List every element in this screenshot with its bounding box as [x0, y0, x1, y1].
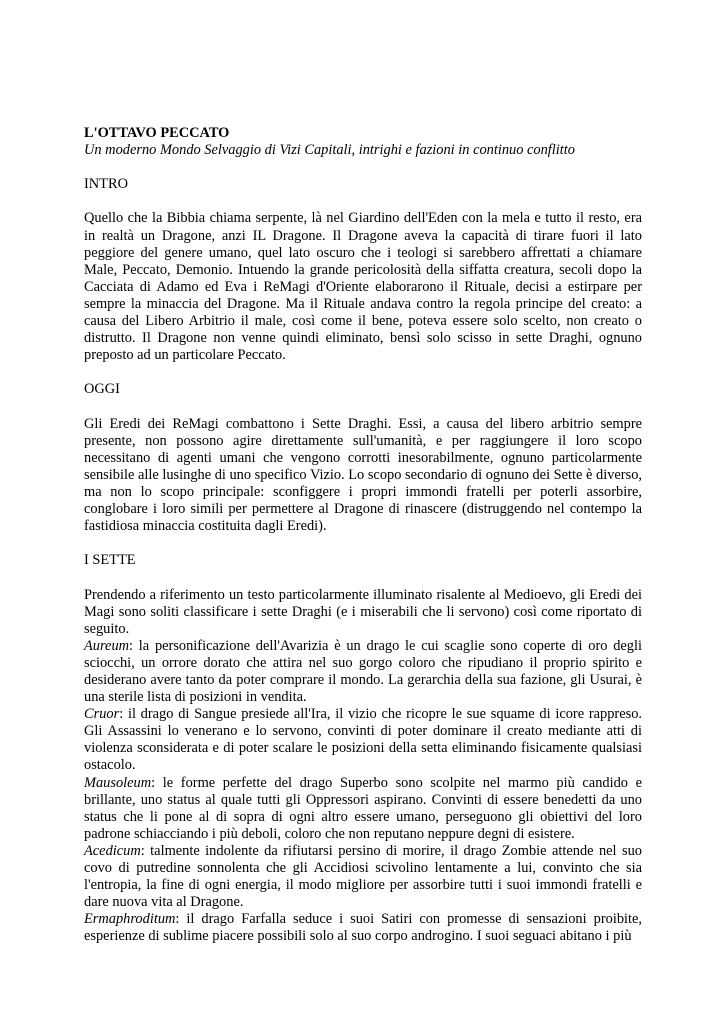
spacer — [84, 193, 642, 210]
dragon-name: Aureum — [84, 637, 130, 654]
spacer — [84, 535, 642, 552]
section-heading-sette: I SETTE — [84, 552, 136, 569]
dragon-description: : il drago Farfalla seduce i suoi Satiri con promesse di sensazioni proibite, esperienze di sublime piacere possibili solo al suo corpo androgino. I suoi seguaci abitano i più — [84, 911, 642, 945]
dragon-description: : la personificazione dell'Avarizia è un drago le cui scaglie sono coperte di oro degli sciocchi, un orrore dorato che attira nel suo gorgo coloro che ripudiano il proprio spirito e desiderano avere tanto da poter comprare il mondo. La gerarchia della sua fazione, gli Usurai, è una sterile lista di posizioni in vendita. — [84, 637, 642, 706]
dragon-description: : il drago di Sangue presiede all'Ira, il vizio che ricopre le sue squame di icore rappreso. Gli Assassini lo venerano e lo servono, convinti di poter dominare il creato mediante atti di violenza sconsiderata e di poter scalare le posizioni della setta eliminando fisicamente qualsiasi ostacolo. — [84, 706, 642, 774]
dragon-entry-mausoleum — [84, 775, 642, 843]
intro-paragraph: Quello che la Bibbia chiama serpente, là nel Giardino dell'Eden con la mela e tutto il resto, era in realtà un Dragone, anzi IL Dragone. Il Dragone aveva la capacità di tirare fuori il lato peggiore del genere umano, quel lato oscuro che i teologi si sarebbero affrettati a chiamare Male, Peccato, Demonio. Intuendo la grande pericolosità della siffatta creatura, secoli dopo la Cacciata di Adamo ed Eva i ReMagi d'Oriente elaborarono il Rituale, decisi a estirpare per sempre la minaccia del Dragone. Ma il Rituale andava contro la regola principe del creato: a causa del Libero Arbitrio il male, così come il bene, poteva essere solo scelto, non creato o distrutto. Il Dragone non venne quindi eliminato, bensì solo scisso in sette Draghi, ognuno preposto ad un particolare Peccato. — [84, 210, 642, 364]
dragon-name: Cruor — [84, 706, 120, 723]
dragon-entry-aureum — [84, 638, 642, 706]
dragon-entry-cruor — [84, 706, 642, 774]
document-title: L'OTTAVO PECCATO — [84, 125, 230, 141]
sette-intro-paragraph: Prendendo a riferimento un testo particolarmente illuminato risalente al Medioevo, gli Eredi dei Magi sono soliti classificare i sette Draghi (e i miserabili che li servono) così come riportato di seguito. — [84, 586, 642, 637]
dragon-name: Ermaphroditum — [84, 911, 176, 928]
spacer — [84, 364, 642, 381]
dragon-entry-acedicum — [84, 843, 642, 911]
dragon-name: Mausoleum — [84, 774, 152, 791]
oggi-paragraph: Gli Eredi dei ReMagi combattono i Sette Draghi. Essi, a causa del libero arbitrio sempre presente, non possono agire direttamente sull'umanità, e per raggiungere il loro scopo necessitano di agenti umani che vengono corrotti inesorabilmente, ognuno particolarmente sensibile alle lusinghe di uno specifico Vizio. Lo scopo secondario di ognuno dei Sette è diverso, ma non lo scopo principale: sconfiggere i propri immondi fratelli per poterli assorbire, conglobare i loro simili per permettere al Dragone di rinascere (distruggendo nel contempo la fastidiosa minaccia costituita dagli Eredi). — [84, 415, 642, 535]
spacer — [84, 569, 642, 586]
dragon-name: Acedicum — [84, 842, 141, 859]
section-heading-oggi: OGGI — [84, 381, 120, 398]
dragon-entry-ermaphroditum — [84, 911, 642, 945]
dragon-description: : le forme perfette del drago Superbo sono scolpite nel marmo più candido e brillante, uno status al quale tutti gli Oppressori aspirano. Convinti di essere benedetti da uno status che li pone al di sopra di ogni altro essere umano, perseguono gli obiettivi del loro padrone schiacciando i più deboli, coloro che non reputano neppure degni di esistere. — [84, 774, 642, 842]
dragon-description: : talmente indolente da rifiutarsi persino di morire, il drago Zombie attende nel suo covo di putredine sonnolenta che gli Accidiosi scivolino lentamente a lui, convinto che sia l'entropia, la fine di ogni energia, il modo migliore per assorbire tutti i suoi immondi fratelli e dare nuova vita al Dragone. — [84, 842, 642, 911]
document-subtitle: Un moderno Mondo Selvaggio di Vizi Capitali, intrighi e fazioni in continuo conflitto — [84, 142, 575, 159]
section-heading-intro: INTRO — [84, 176, 128, 193]
spacer — [84, 399, 642, 416]
document-page — [84, 125, 642, 946]
spacer — [84, 159, 642, 176]
